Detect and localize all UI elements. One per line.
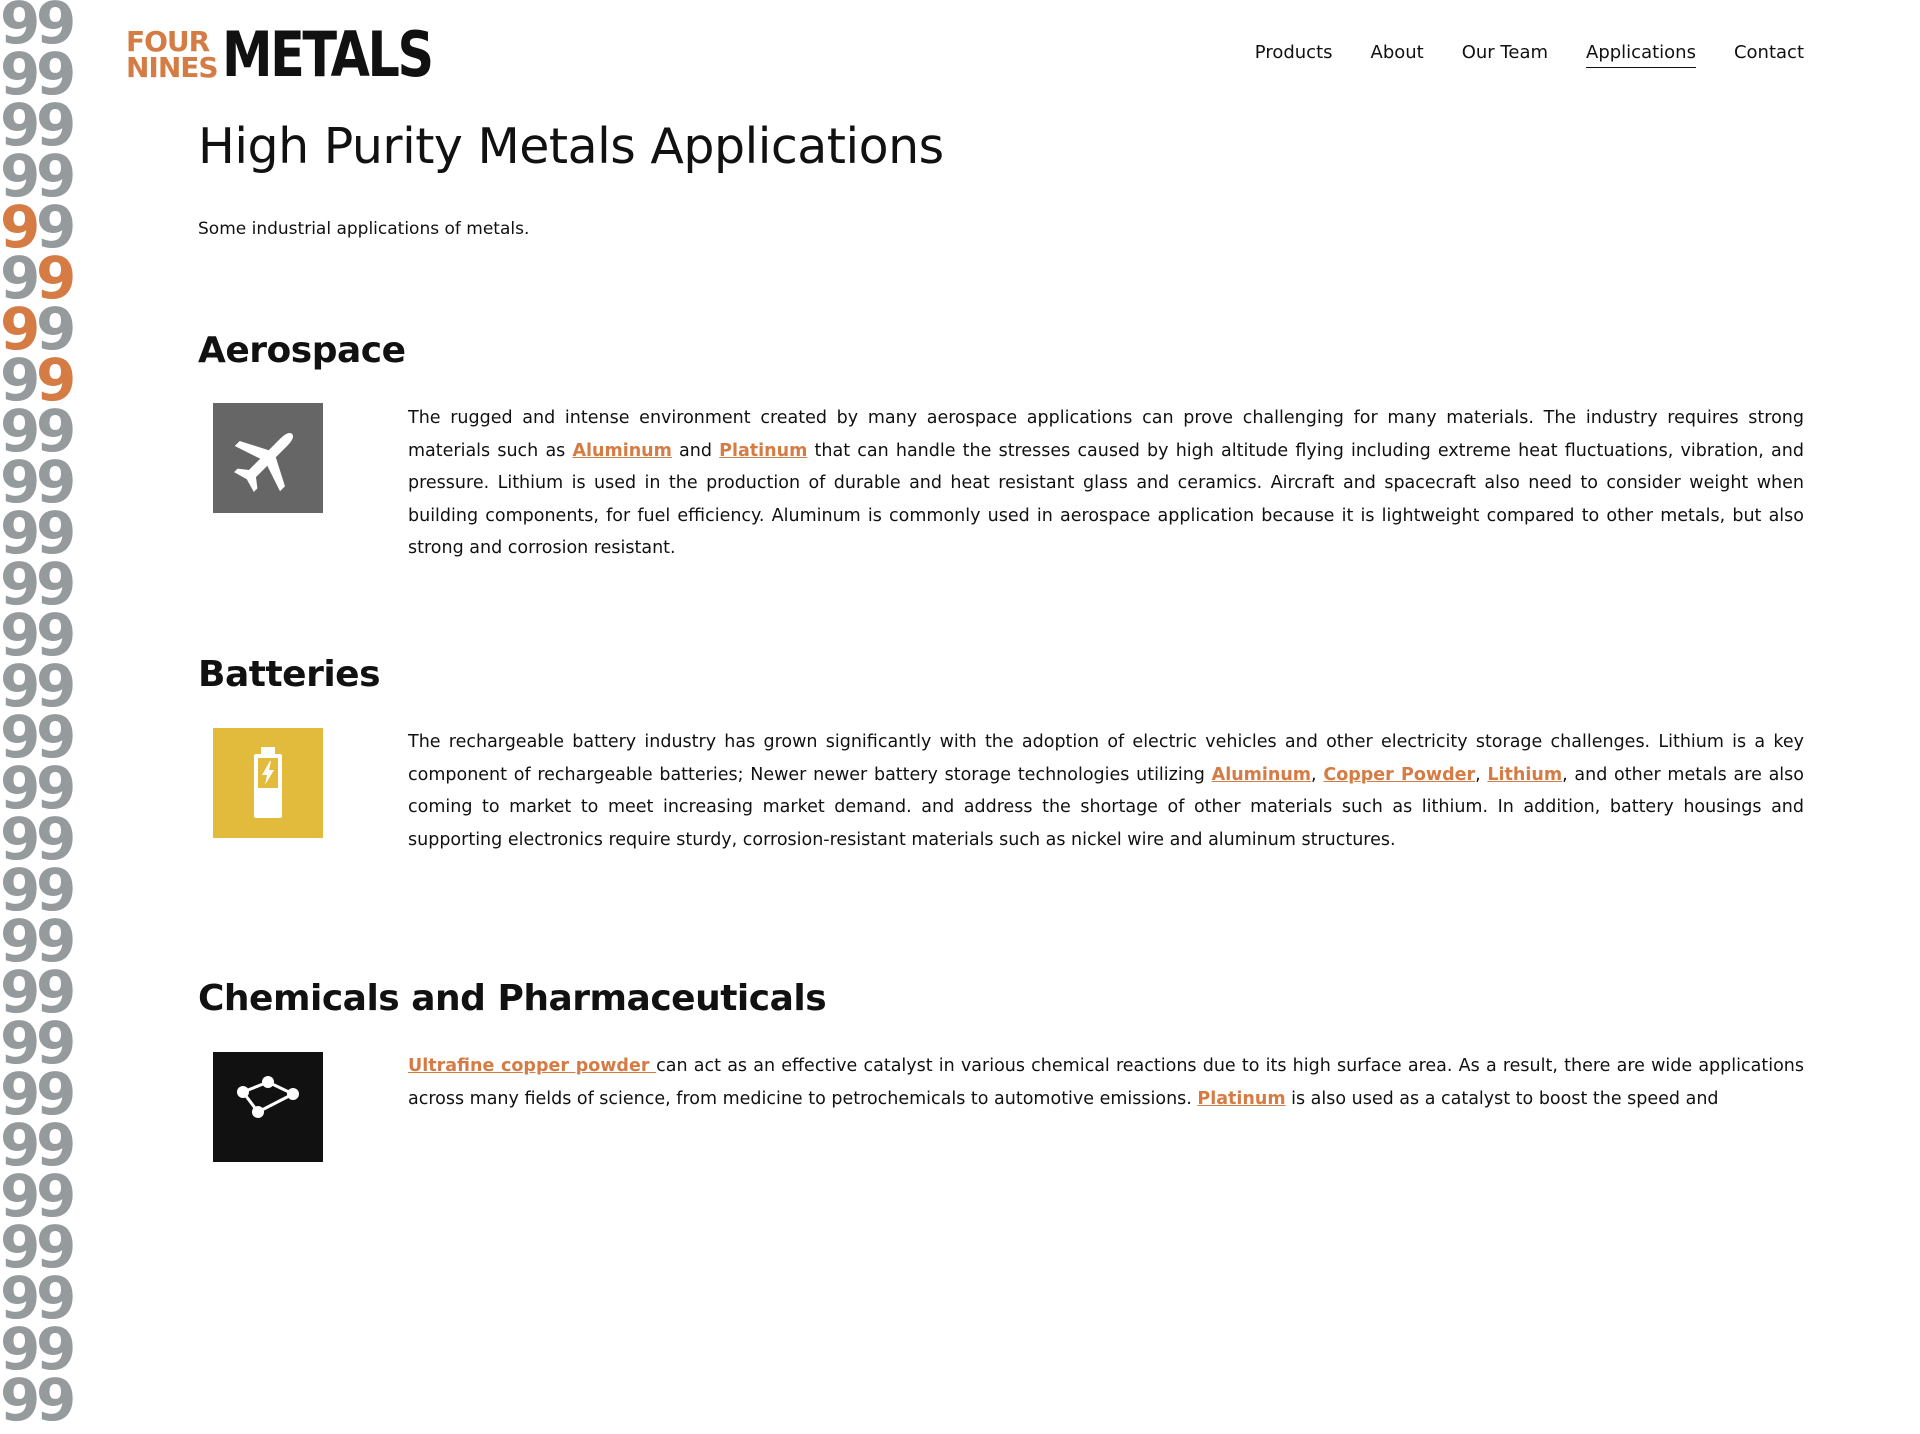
nine-glyph: 9 [36, 805, 77, 873]
logo-nines-text: NINES [126, 51, 218, 84]
page-title: High Purity Metals Applications [198, 118, 944, 175]
nine-glyph: 9 [36, 958, 77, 1026]
section-title-aerospace: Aerospace [198, 330, 406, 371]
nine-glyph: 9 [0, 958, 41, 1026]
nine-glyph: 9 [0, 703, 41, 771]
nav-about[interactable]: About [1370, 42, 1424, 63]
link-copper-powder[interactable]: Copper Powder [1323, 764, 1476, 785]
text-segment: is also used as a catalyst to boost the speed and [1285, 1088, 1719, 1109]
nine-glyph: 9 [36, 142, 77, 210]
section-title-batteries: Batteries [198, 654, 381, 695]
nine-glyph: 9 [36, 754, 77, 822]
link-aluminum[interactable]: Aluminum [572, 440, 672, 461]
nine-glyph: 9 [36, 550, 77, 618]
nine-glyph: 9 [0, 1315, 41, 1383]
nine-glyph: 9 [0, 1111, 41, 1179]
decorative-nines-strip [0, 0, 78, 1434]
nine-glyph: 9 [36, 703, 77, 771]
link-aluminum[interactable]: Aluminum [1211, 764, 1312, 785]
nine-glyph: 9 [0, 856, 41, 924]
nine-glyph: 9 [36, 856, 77, 924]
nine-glyph: 9 [0, 499, 41, 567]
text-segment: , [1311, 764, 1324, 785]
nine-glyph: 9 [0, 142, 41, 210]
text-segment: that can handle the stresses caused by high altitude flying including extreme heat fluctuations, vibration, and pressure. Lithium is used in the production of durable and heat resistant glass and ceramics. Aircraft and spacecraft also need to consider weight when building components, for fuel efficiency. Aluminum is commonly used in aerospace application because it is lightweight compared to other metals, but also strong and corrosion resistant. [408, 440, 1804, 558]
nine-glyph: 9 [0, 91, 41, 159]
text-segment: can act as an effective catalyst in various chemical reactions due to its high surface area. As a result, there are wide applications across many fields of science, from medicine to petrochemicals to automotive emissions. [408, 1056, 1804, 1109]
logo-metals-text: METALS [221, 18, 432, 91]
nine-glyph: 9 [36, 244, 77, 312]
nine-glyph: 9 [36, 397, 77, 465]
nine-glyph: 9 [36, 295, 77, 363]
link-lithium[interactable]: Lithium [1487, 764, 1563, 785]
nine-glyph: 9 [0, 907, 41, 975]
nine-glyph: 9 [0, 1162, 41, 1230]
nine-glyph: 9 [0, 1264, 41, 1332]
nine-glyph: 9 [0, 1009, 41, 1077]
nine-glyph: 9 [0, 754, 41, 822]
nav-our-team[interactable]: Our Team [1461, 42, 1549, 63]
link-ultrafine-copper-powder[interactable]: Ultrafine copper powder [408, 1056, 657, 1076]
nine-glyph: 9 [0, 601, 41, 669]
nine-glyph: 9 [36, 0, 77, 57]
text-segment: and [671, 440, 720, 461]
four-nines-metals-logo[interactable] [126, 18, 477, 91]
nine-glyph: 9 [0, 397, 41, 465]
nine-glyph: 9 [36, 1264, 77, 1332]
logo-four-text: FOUR [126, 25, 210, 58]
section-text-batteries [408, 726, 1804, 856]
molecule-icon [213, 1052, 323, 1162]
nine-glyph: 9 [0, 40, 41, 108]
battery-icon [213, 728, 323, 838]
nine-glyph: 9 [36, 40, 77, 108]
nine-glyph: 9 [36, 1213, 77, 1281]
logo-wordmark-small [126, 25, 218, 84]
nine-glyph: 9 [0, 244, 41, 312]
nine-glyph: 9 [36, 448, 77, 516]
nine-glyph: 9 [0, 1366, 41, 1434]
nine-glyph: 9 [0, 295, 41, 363]
text-segment: , [1475, 764, 1488, 785]
nav-applications[interactable]: Applications [1586, 42, 1696, 68]
section-title-chemicals: Chemicals and Pharmaceuticals [198, 978, 827, 1019]
nine-glyph: 9 [0, 652, 41, 720]
nine-glyph: 9 [36, 499, 77, 567]
airplane-icon [213, 403, 323, 513]
nine-glyph: 9 [36, 1162, 77, 1230]
nine-glyph: 9 [0, 346, 41, 414]
nine-glyph: 9 [36, 1315, 77, 1383]
main-nav [1255, 42, 1804, 68]
nav-products[interactable]: Products [1254, 42, 1333, 63]
page-intro: Some industrial applications of metals. [198, 219, 530, 239]
nine-glyph: 9 [0, 1060, 41, 1128]
nine-glyph: 9 [36, 907, 77, 975]
nine-glyph: 9 [0, 550, 41, 618]
text-segment: The rechargeable battery industry has grown significantly with the adoption of electric vehicles and other electricity storage challenges. Lithium is a key component of rechargeable batteries; Newer newer battery storage technologies utilizing [408, 732, 1804, 785]
nine-glyph: 9 [0, 193, 41, 261]
nine-glyph: 9 [36, 601, 77, 669]
nav-contact[interactable]: Contact [1733, 42, 1804, 63]
nine-glyph: 9 [0, 448, 41, 516]
nine-glyph: 9 [36, 91, 77, 159]
nine-glyph: 9 [36, 1111, 77, 1179]
link-platinum[interactable]: Platinum [719, 440, 808, 461]
nine-glyph: 9 [0, 0, 41, 57]
section-text-aerospace [408, 402, 1804, 565]
nine-glyph: 9 [36, 346, 77, 414]
text-segment: The rugged and intense environment created by many aerospace applications can prove challenging for many materials. The industry requires strong materials such as [408, 408, 1804, 461]
nine-glyph: 9 [36, 1060, 77, 1128]
nine-glyph: 9 [36, 1009, 77, 1077]
nine-glyph: 9 [0, 805, 41, 873]
nine-glyph: 9 [36, 652, 77, 720]
text-segment: , and other metals are also coming to market to meet increasing market demand. and address the shortage of other materials such as lithium. In addition, battery housings and supporting electronics require sturdy, corrosion-resistant materials such as nickel wire and aluminum structures. [408, 764, 1804, 850]
section-text-chemicals [408, 1050, 1804, 1115]
link-platinum[interactable]: Platinum [1197, 1088, 1286, 1109]
nine-glyph: 9 [36, 193, 77, 261]
nine-glyph: 9 [36, 1366, 77, 1434]
nine-glyph: 9 [0, 1213, 41, 1281]
